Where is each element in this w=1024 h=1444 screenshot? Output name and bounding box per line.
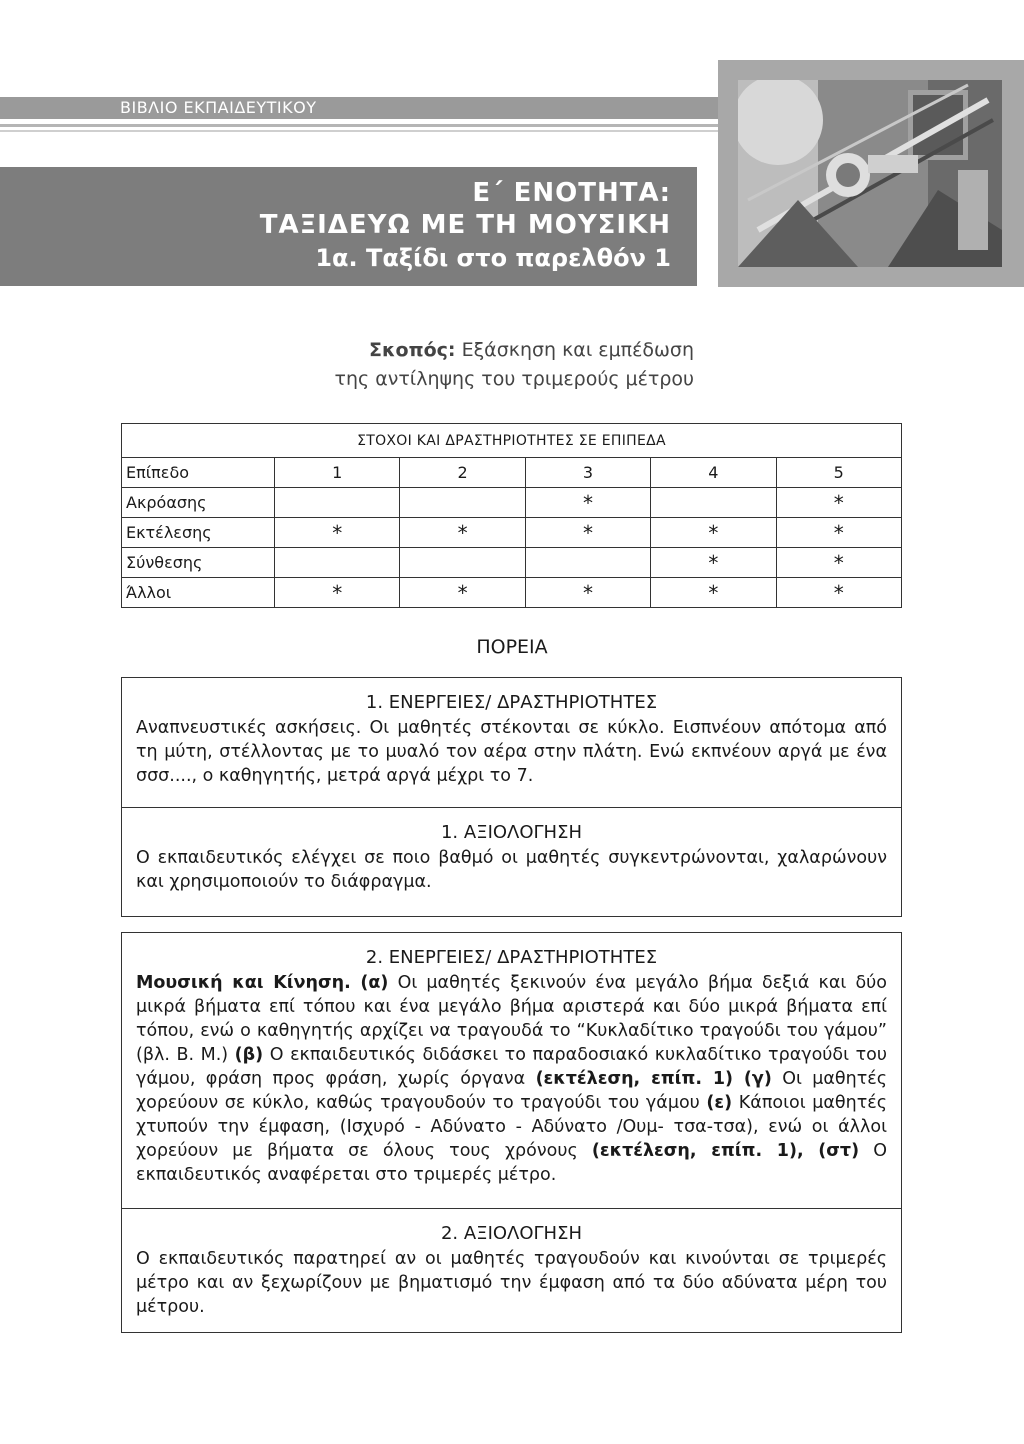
- level-number: 2: [400, 458, 525, 488]
- section-1-activities-title: 1. ΕΝΕΡΓΕΙΕΣ/ ΔΡΑΣΤΗΡΙΟΤΗΤΕΣ: [365, 692, 658, 713]
- level-cell: [400, 488, 525, 518]
- section-2-evaluation-title: 2. ΑΞΙΟΛΟΓΗΣΗ: [440, 1223, 582, 1244]
- level-number: 5: [776, 458, 902, 488]
- table-row: [122, 488, 902, 518]
- unit-title: ΤΑΞΙΔΕΥΩ ΜΕ ΤΗ ΜΟΥΣΙΚΗ: [259, 210, 671, 240]
- unit-label: Ε΄ ΕΝΟΤΗΤΑ:: [472, 178, 671, 208]
- table-row: [122, 578, 902, 608]
- level-cell: *: [776, 548, 902, 578]
- level-number: 4: [651, 458, 776, 488]
- level-cell: *: [400, 518, 525, 548]
- lesson-title: 1α. Ταξίδι στο παρελθόν 1: [315, 244, 671, 272]
- text-run: (εκτέλεση, επίπ. 1), (στ): [591, 1141, 860, 1161]
- row-label: Ακρόασης: [122, 488, 275, 518]
- section-2-activities-title: 2. ΕΝΕΡΓΕΙΕΣ/ ΔΡΑΣΤΗΡΙΟΤΗΤΕΣ: [365, 947, 658, 968]
- level-cell: [275, 548, 400, 578]
- level-cell: *: [400, 578, 525, 608]
- text-run: Ο εκπαιδευτικός αναφέρεται στο τριμερές μέτρο.: [136, 1141, 887, 1185]
- section-2-box: [121, 932, 902, 1333]
- section-1-evaluation: [122, 807, 901, 902]
- purpose-line2: της αντίληψης του τριμερούς μέτρου: [334, 368, 694, 390]
- header-rule-thin: [0, 130, 720, 132]
- instruments-photo: [738, 80, 1002, 267]
- section-1-activities-text: Αναπνευστικές ασκήσεις. Οι μαθητές στέκονται σε κύκλο. Εισπνέουν απότομα από τη μύτη, στέλλοντας με το μυαλό τον αέρα στην πλάτη. Ενώ εκπνέουν αργά με ένα σσσ...., ο καθηγητής, μετρά αργά μέχρι το 7.: [136, 718, 887, 786]
- table-row: [122, 548, 902, 578]
- course-heading: ΠΟΡΕΙΑ: [476, 636, 548, 658]
- section-1-activities: [122, 678, 901, 807]
- unit-title-block: [0, 167, 697, 286]
- level-cell: *: [776, 488, 902, 518]
- section-1-box: [121, 677, 902, 917]
- level-cell: *: [525, 518, 650, 548]
- instruments-illustration: [738, 80, 1002, 267]
- level-cell: *: [776, 518, 902, 548]
- section-1-evaluation-text: Ο εκπαιδευτικός ελέγχει σε ποιο βαθμό οι μαθητές συγκεντρώνονται, χαλαρώνουν και χρησιμοποιούν το διάφραγμα.: [136, 848, 887, 892]
- section-2-evaluation-text: Ο εκπαιδευτικός παρατηρεί αν οι μαθητές τραγουδούν και κινούνται σε τριμερές μέτρο και αν ξεχωρίζουν με βηματισμό την έμφαση από τα δύο αδύνατα μέρη του μέτρου.: [136, 1249, 887, 1317]
- purpose: [200, 336, 694, 394]
- level-cell: *: [275, 518, 400, 548]
- text-run: Οι μαθητές χορεύουν σε κύκλο, καθώς τραγουδούν το τραγούδι του γάμου: [136, 1069, 887, 1113]
- text-run: Οι μαθητές ξεκινούν ένα μεγάλο βήμα δεξιά και δύο μικρά βήματα επί τόπου και ένα μεγάλο βήμα αριστερά και δύο μικρά βήματα επί τόπου, ενώ ο καθηγητής αρχίζει να τραγουδά το “Κυκλαδίτικο τραγούδι του γάμου” (βλ. Β. Μ.): [136, 973, 887, 1065]
- text-run: Μουσική και Κίνηση. (α): [136, 973, 389, 993]
- book-label-band: [0, 97, 730, 119]
- row-label: Σύνθεσης: [122, 548, 275, 578]
- level-header-label: Επίπεδο: [122, 458, 275, 488]
- text-run: (εκτέλεση, επίπ. 1) (γ): [535, 1069, 772, 1089]
- level-cell: *: [525, 578, 650, 608]
- row-label: Εκτέλεσης: [122, 518, 275, 548]
- header-rule: [0, 124, 720, 127]
- level-cell: *: [275, 578, 400, 608]
- levels-table-caption: ΣΤΟΧΟΙ ΚΑΙ ΔΡΑΣΤΗΡΙΟΤΗΤΕΣ ΣΕ ΕΠΙΠΕΔΑ: [122, 424, 902, 458]
- photo-frame: [718, 60, 1024, 287]
- purpose-label: Σκοπός:: [369, 339, 456, 361]
- text-run: Ο εκπαιδευτικός διδάσκει το παραδοσιακό κυκλαδίτικο τραγούδι του γάμου, φράση προς φράση, χωρίς όργανα: [136, 1045, 887, 1089]
- levels-table: [121, 423, 902, 608]
- level-cell: *: [776, 578, 902, 608]
- table-row: [122, 458, 902, 488]
- table-row: [122, 518, 902, 548]
- section-1-evaluation-title: 1. ΑΞΙΟΛΟΓΗΣΗ: [440, 822, 582, 843]
- level-cell: [651, 488, 776, 518]
- text-run: Κάποιοι μαθητές χτυπούν την έμφαση, (Ισχυρό - Αδύνατο - Αδύνατο /Ουμ- τσα-τσα), ενώ οι άλλοι χορεύουν με βήματα σε όλους τους χρόνους: [136, 1093, 887, 1161]
- text-run: (β): [234, 1045, 264, 1065]
- level-cell: *: [525, 488, 650, 518]
- text-run: (ε): [706, 1093, 733, 1113]
- level-cell: [275, 488, 400, 518]
- level-cell: [400, 548, 525, 578]
- row-label: Άλλοι: [122, 578, 275, 608]
- section-2-activities-text: [136, 971, 887, 1187]
- purpose-line1: Εξάσκηση και εμπέδωση: [461, 339, 694, 361]
- level-number: 1: [275, 458, 400, 488]
- section-2-evaluation: [122, 1208, 901, 1327]
- book-label: ΒΙΒΛΙΟ ΕΚΠΑΙΔΕΥΤΙΚΟΥ: [120, 98, 317, 117]
- level-cell: *: [651, 518, 776, 548]
- level-cell: [525, 548, 650, 578]
- level-number: 3: [525, 458, 650, 488]
- section-2-activities: [122, 933, 901, 1208]
- level-cell: *: [651, 578, 776, 608]
- level-cell: *: [651, 548, 776, 578]
